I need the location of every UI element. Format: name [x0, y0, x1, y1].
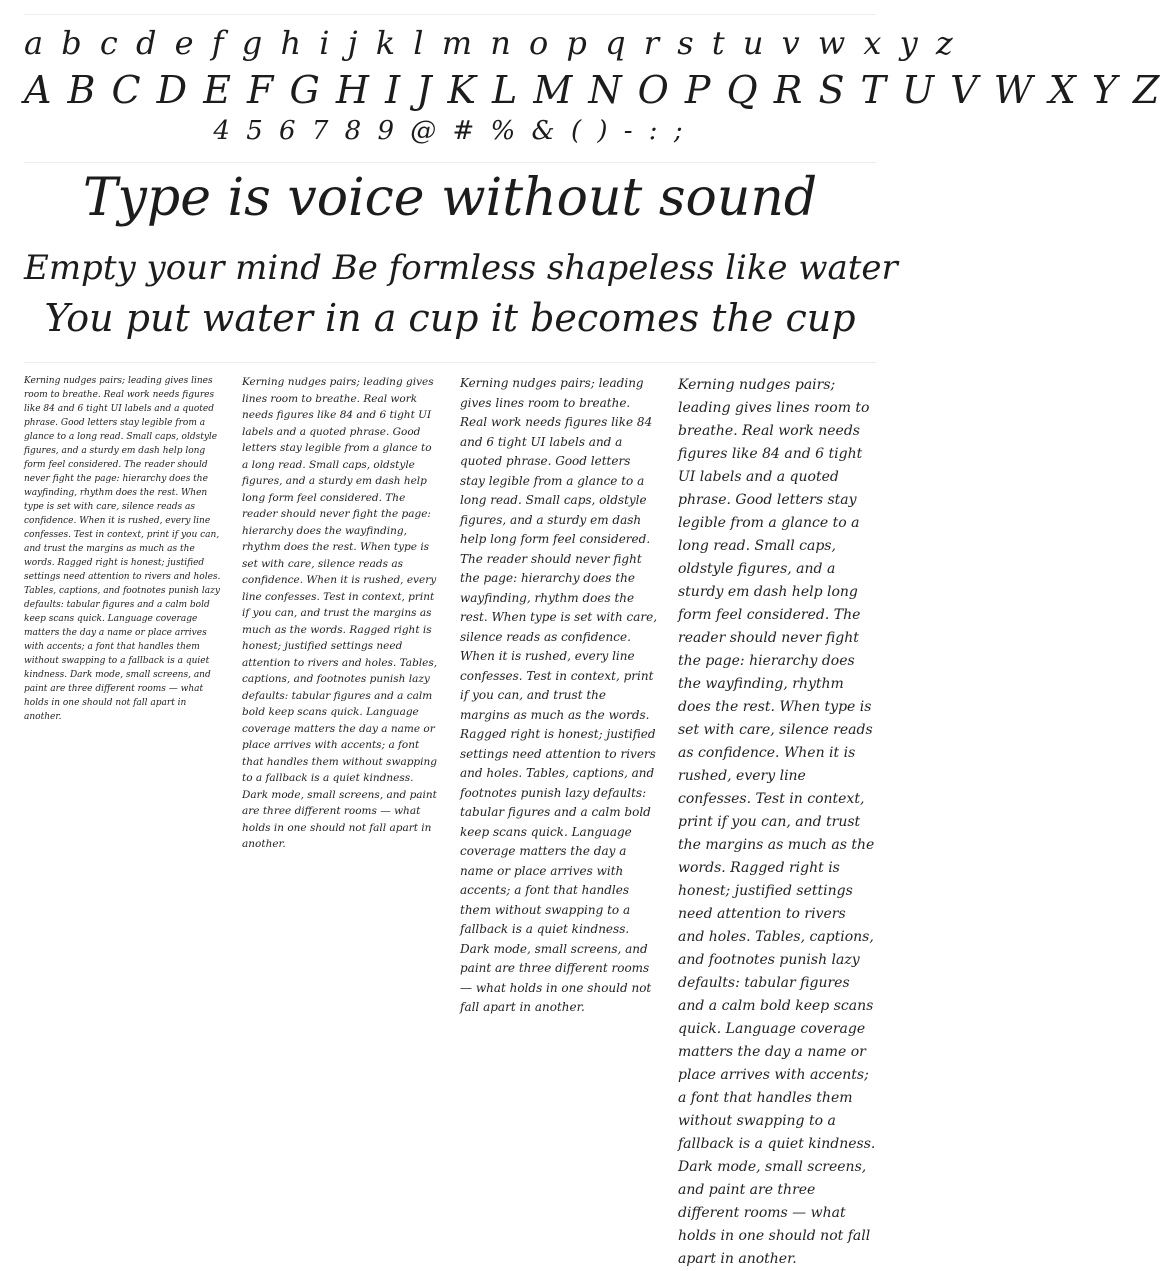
headline-quote-line-3: You put water in a cup it becomes the cup	[44, 296, 856, 340]
figures-glyph-row: 4 5 6 7 8 9 @ # % & ( ) - : ;	[213, 116, 687, 146]
headline-quote-line-2: Empty your mind Be formless shapeless like water	[24, 248, 898, 288]
uppercase-glyph-row: A B C D E F G H I J K L M N O P Q R S T U V W X Y Z	[24, 68, 1161, 112]
top-divider	[24, 14, 876, 15]
sample-column-medium: Kerning nudges pairs; leading gives lines room to breathe. Real work needs figures like 84 and 6 tight UI labels and a quoted phrase. Good letters stay legible from a glance to a long read. Small caps, oldstyle figures, and a sturdy em dash help long form feel considered. The reader should never fight the page: hierarchy does the wayfinding, rhythm does the rest. When type is set with care, silence reads as confidence. When it is rushed, every line confesses. Test in context, print if you can, and trust the margins as much as the words. Ragged right is honest; justified settings need attention to rivers and holes. Tables, captions, and footnotes punish lazy defaults: tabular figures and a calm bold keep scans quick. Language coverage matters the day a name or place arrives with accents; a font that handles them without swapping to a fallback is a quiet kindness. Dark mode, small screens, and paint are three different rooms — what holds in one should not fall apart in another.	[242, 376, 438, 850]
sample-column-xlarge: Kerning nudges pairs; leading gives lines room to breathe. Real work needs figures like 84 and 6 tight UI labels and a quoted phrase. Good letters stay legible from a glance to a long read. Small caps, oldstyle figures, and a sturdy em dash help long form feel considered. The reader should never fight the page: hierarchy does the wayfinding, rhythm does the rest. When type is set with care, silence reads as confidence. When it is rushed, every line confesses. Test in context, print if you can, and trust the margins as much as the words. Ragged right is honest; justified settings need attention to rivers and holes. Tables, captions, and footnotes punish lazy defaults: tabular figures and a calm bold keep scans quick. Language coverage matters the day a name or place arrives with accents; a font that handles them without swapping to a fallback is a quiet kindness. Dark mode, small screens, and paint are three different rooms — what holds in one should not fall apart in another.	[678, 377, 876, 1267]
text-size-samples	[24, 374, 876, 1267]
sample-column-large: Kerning nudges pairs; leading gives lines room to breathe. Real work needs figures like 84 and 6 tight UI labels and a quoted phrase. Good letters stay legible from a glance to a long read. Small caps, oldstyle figures, and a sturdy em dash help long form feel considered. The reader should never fight the page: hierarchy does the wayfinding, rhythm does the rest. When type is set with care, silence reads as confidence. When it is rushed, every line confesses. Test in context, print if you can, and trust the margins as much as the words. Ragged right is honest; justified settings need attention to rivers and holes. Tables, captions, and footnotes punish lazy defaults: tabular figures and a calm bold keep scans quick. Language coverage matters the day a name or place arrives with accents; a font that handles them without swapping to a fallback is a quiet kindness. Dark mode, small screens, and paint are three different rooms — what holds in one should not fall apart in another.	[460, 376, 658, 1014]
quote-section-divider	[24, 362, 876, 363]
lowercase-glyph-row: a b c d e f g h i j k l m n o p q r s t u v w x y z	[24, 24, 957, 62]
glyph-section-divider	[24, 162, 876, 163]
headline-quote-line-1: Type is voice without sound	[82, 168, 818, 228]
sample-column-small: Kerning nudges pairs; leading gives lines room to breathe. Real work needs figures like 84 and 6 tight UI labels and a quoted phrase. Good letters stay legible from a glance to a long read. Small caps, oldstyle figures, and a sturdy em dash help long form feel considered. The reader should never fight the page: hierarchy does the wayfinding, rhythm does the rest. When type is set with care, silence reads as confidence. When it is rushed, every line confesses. Test in context, print if you can, and trust the margins as much as the words. Ragged right is honest; justified settings need attention to rivers and holes. Tables, captions, and footnotes punish lazy defaults: tabular figures and a calm bold keep scans quick. Language coverage matters the day a name or place arrives with accents; a font that handles them without swapping to a fallback is a quiet kindness. Dark mode, small screens, and paint are three different rooms — what holds in one should not fall apart in another.	[24, 376, 221, 722]
